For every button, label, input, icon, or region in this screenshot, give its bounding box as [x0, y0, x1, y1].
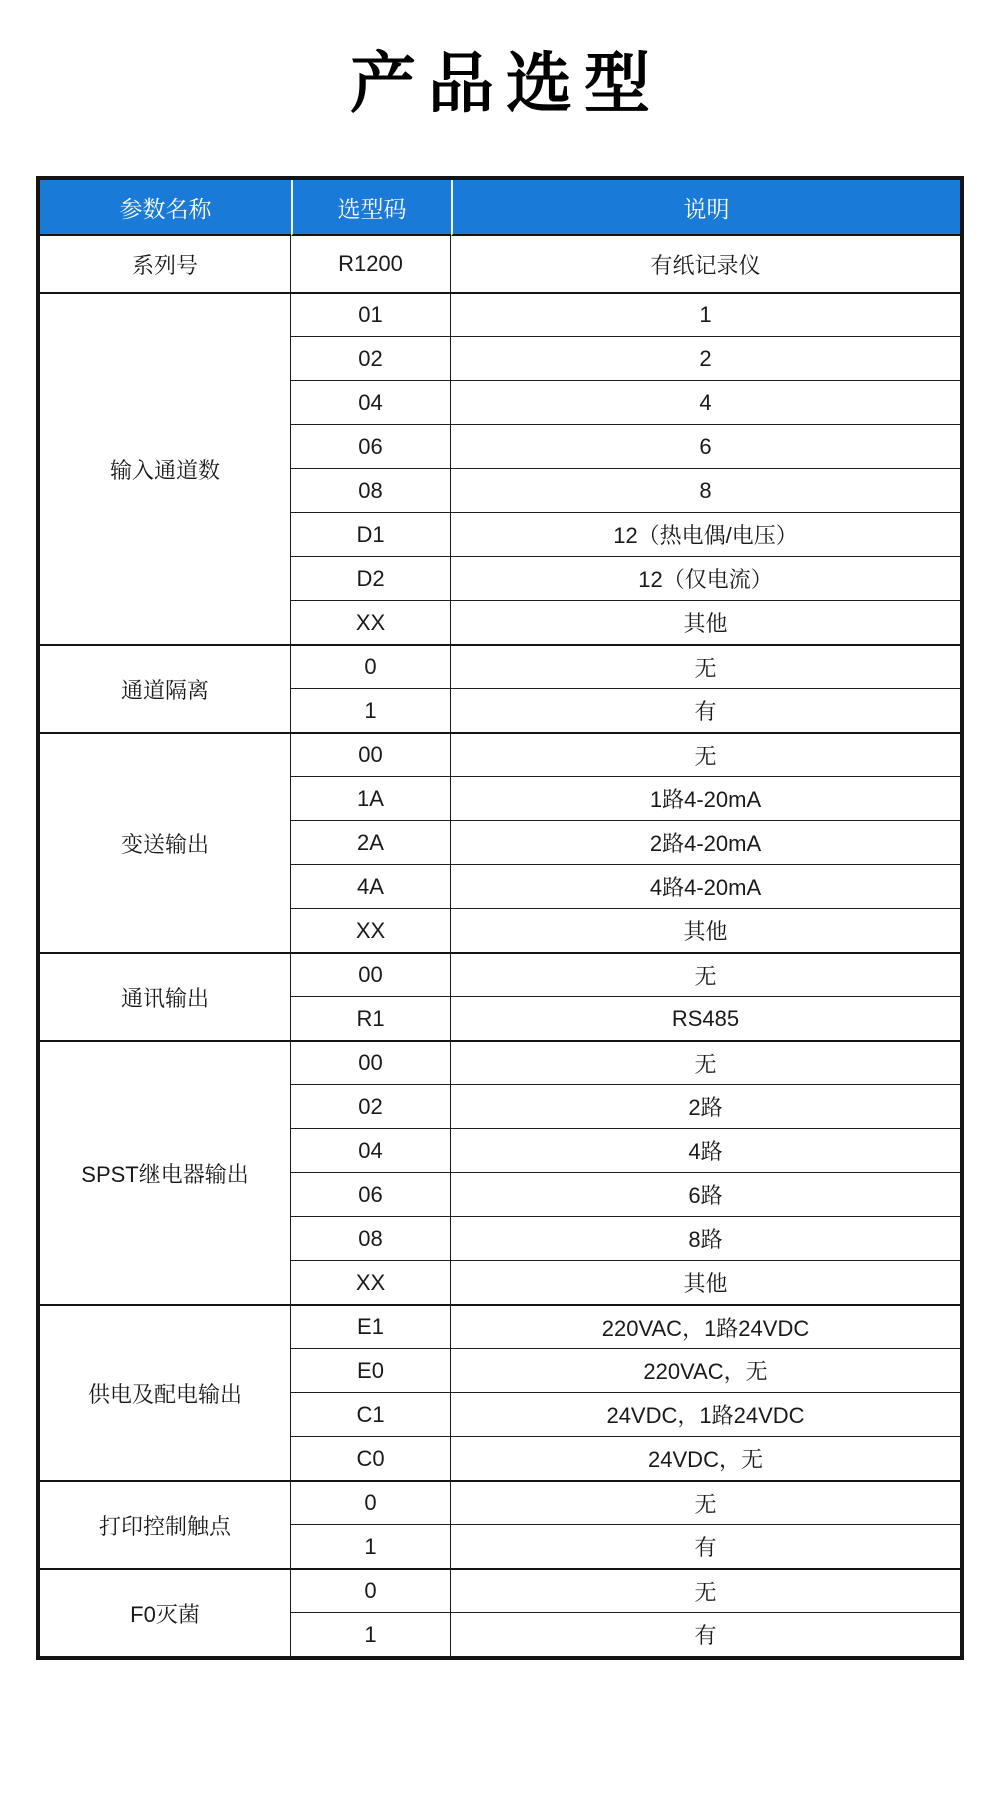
selection-code-cell: 4A — [291, 864, 451, 908]
col-header-parameter-name: 参数名称 — [40, 180, 291, 236]
description-cell: 无 — [451, 644, 960, 688]
parameter-name-cell: 打印控制触点 — [40, 1480, 291, 1568]
table-row — [40, 1480, 960, 1524]
description-cell: 有 — [451, 1612, 960, 1656]
description-cell: 12（热电偶/电压） — [451, 512, 960, 556]
table-row — [40, 236, 960, 292]
selection-code-cell: R1200 — [291, 236, 451, 292]
description-cell: 6 — [451, 424, 960, 468]
parameter-name-cell: 变送输出 — [40, 732, 291, 952]
table-body — [40, 236, 960, 1656]
selection-code-cell: 00 — [291, 1040, 451, 1084]
selection-code-cell: 06 — [291, 1172, 451, 1216]
description-cell: 220VAC，1路24VDC — [451, 1304, 960, 1348]
selection-code-cell: 0 — [291, 1480, 451, 1524]
selection-code-cell: 1 — [291, 1612, 451, 1656]
description-cell: 无 — [451, 1568, 960, 1612]
selection-code-cell: 02 — [291, 336, 451, 380]
description-cell: 2路 — [451, 1084, 960, 1128]
description-cell: 24VDC，1路24VDC — [451, 1392, 960, 1436]
table-row — [40, 292, 960, 336]
description-cell: 有 — [451, 1524, 960, 1568]
header-row — [40, 180, 960, 236]
description-cell: 1 — [451, 292, 960, 336]
parameter-name-cell: SPST继电器输出 — [40, 1040, 291, 1304]
description-cell: 4路4-20mA — [451, 864, 960, 908]
col-header-description: 说明 — [451, 180, 960, 236]
description-cell: 24VDC，无 — [451, 1436, 960, 1480]
selection-code-cell: C1 — [291, 1392, 451, 1436]
selection-code-cell: XX — [291, 908, 451, 952]
selection-code-cell: E0 — [291, 1348, 451, 1392]
parameter-name-cell: F0灭菌 — [40, 1568, 291, 1656]
selection-code-cell: 1 — [291, 688, 451, 732]
selection-code-cell: 02 — [291, 1084, 451, 1128]
selection-code-cell: D2 — [291, 556, 451, 600]
selection-code-cell: 01 — [291, 292, 451, 336]
description-cell: 其他 — [451, 908, 960, 952]
description-cell: 1路4-20mA — [451, 776, 960, 820]
description-cell: 有 — [451, 688, 960, 732]
description-cell: 其他 — [451, 600, 960, 644]
product-selection-table — [36, 176, 964, 1660]
parameter-name-cell: 通道隔离 — [40, 644, 291, 732]
parameter-name-cell: 输入通道数 — [40, 292, 291, 644]
selection-code-cell: 0 — [291, 644, 451, 688]
description-cell: RS485 — [451, 996, 960, 1040]
selection-code-cell: XX — [291, 600, 451, 644]
page — [0, 46, 1000, 1660]
description-cell: 无 — [451, 732, 960, 776]
description-cell: 12（仅电流） — [451, 556, 960, 600]
selection-code-cell: 2A — [291, 820, 451, 864]
parameter-name-cell: 通讯输出 — [40, 952, 291, 1040]
description-cell: 无 — [451, 952, 960, 996]
description-cell: 220VAC，无 — [451, 1348, 960, 1392]
selection-code-cell: C0 — [291, 1436, 451, 1480]
description-cell: 4 — [451, 380, 960, 424]
selection-code-cell: 08 — [291, 468, 451, 512]
description-cell: 无 — [451, 1040, 960, 1084]
description-cell: 其他 — [451, 1260, 960, 1304]
selection-code-cell: D1 — [291, 512, 451, 556]
selection-code-cell: 00 — [291, 732, 451, 776]
selection-code-cell: 00 — [291, 952, 451, 996]
description-cell: 无 — [451, 1480, 960, 1524]
selection-code-cell: R1 — [291, 996, 451, 1040]
selection-code-cell: 04 — [291, 380, 451, 424]
description-cell: 2 — [451, 336, 960, 380]
selection-code-cell: 06 — [291, 424, 451, 468]
selection-code-cell: E1 — [291, 1304, 451, 1348]
table-row — [40, 732, 960, 776]
parameter-name-cell: 系列号 — [40, 236, 291, 292]
selection-code-cell: 04 — [291, 1128, 451, 1172]
table-header — [40, 180, 960, 236]
col-header-selection-code: 选型码 — [291, 180, 451, 236]
table-row — [40, 1040, 960, 1084]
table-row — [40, 1568, 960, 1612]
table-row — [40, 952, 960, 996]
description-cell: 4路 — [451, 1128, 960, 1172]
selection-code-cell: 08 — [291, 1216, 451, 1260]
description-cell: 8 — [451, 468, 960, 512]
description-cell: 6路 — [451, 1172, 960, 1216]
description-cell: 有纸记录仪 — [451, 236, 960, 292]
page-title: 产品选型 — [350, 46, 662, 120]
description-cell: 8路 — [451, 1216, 960, 1260]
selection-code-cell: 1 — [291, 1524, 451, 1568]
selection-code-cell: XX — [291, 1260, 451, 1304]
selection-code-cell: 1A — [291, 776, 451, 820]
table-row — [40, 644, 960, 688]
parameter-name-cell: 供电及配电输出 — [40, 1304, 291, 1480]
selection-code-cell: 0 — [291, 1568, 451, 1612]
description-cell: 2路4-20mA — [451, 820, 960, 864]
table-row — [40, 1304, 960, 1348]
